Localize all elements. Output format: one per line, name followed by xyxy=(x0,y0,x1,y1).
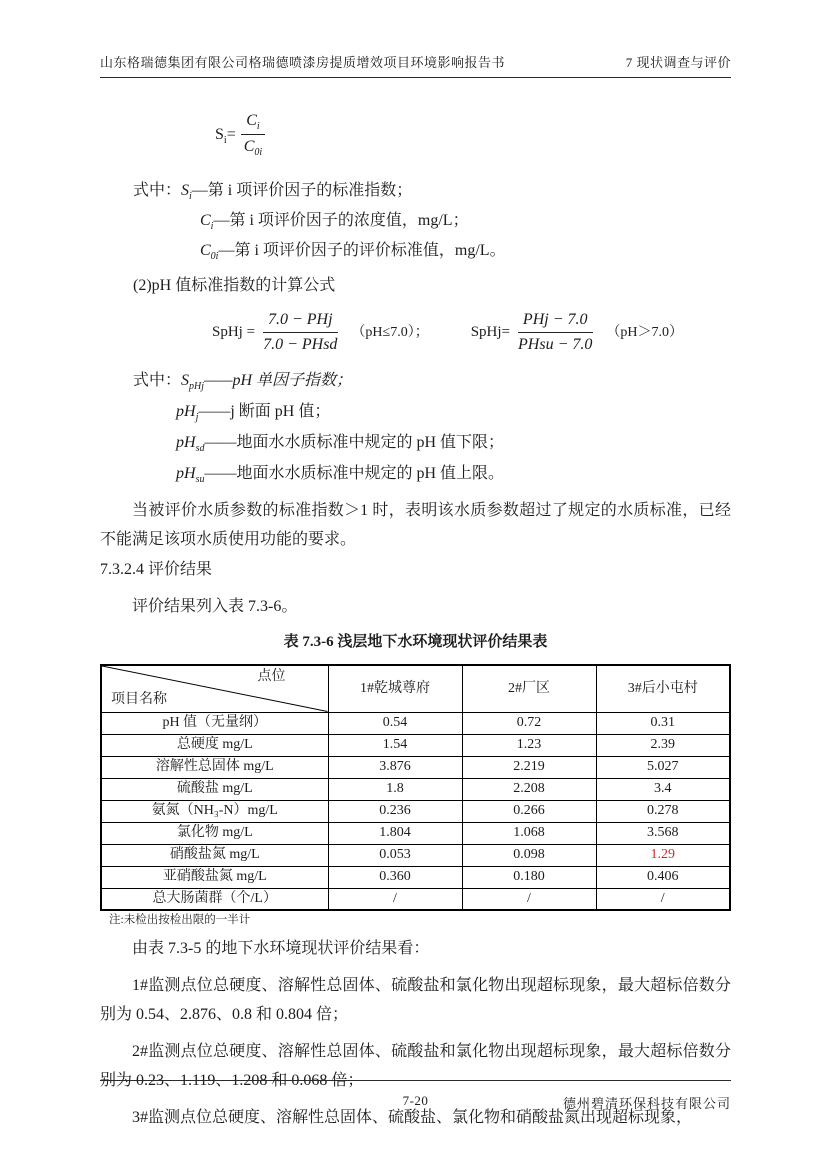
cell-value: 0.54 xyxy=(328,712,462,734)
cell-value: 2.219 xyxy=(462,756,596,778)
cell-value: 2.208 xyxy=(462,778,596,800)
column-header-site2: 2#厂区 xyxy=(462,665,596,712)
corner-label-site: 点位 xyxy=(257,669,286,684)
cell-value: 5.027 xyxy=(596,756,730,778)
formula-ph-def-2: $pH_j——j$ 断面 pH 值； xyxy=(176,403,331,424)
table-row xyxy=(101,822,730,844)
paragraph-analysis-site2: 2#监测点位总硬度、溶解性总固体、硫酸盐和氯化物出现超标现象，最大超标倍数分别为 0.23、1.119、1.208 和 0.068 倍； xyxy=(100,1043,731,1089)
page-content xyxy=(100,80,731,1132)
cell-value: 0.180 xyxy=(462,866,596,888)
row-label: 氨氮（NH₃-N）mg/L xyxy=(101,800,328,822)
cell-value: 0.053 xyxy=(328,844,462,866)
table-corner-cell xyxy=(101,665,328,712)
formula-si xyxy=(215,106,731,162)
table-row xyxy=(101,734,730,756)
cell-value: 0.406 xyxy=(596,866,730,888)
cell-value: 1.8 xyxy=(328,778,462,800)
table-row xyxy=(101,756,730,778)
formula-ph-a-lhs: SpHj = xyxy=(212,323,256,340)
cell-value: / xyxy=(596,888,730,910)
results-table xyxy=(100,664,731,911)
row-label: 总硬度 mg/L xyxy=(101,734,328,756)
formula-si-fraction: $\frac{C_i}{C_{0i}}$ xyxy=(239,110,267,157)
cell-value: 0.266 xyxy=(462,800,596,822)
cell-value: 0.236 xyxy=(328,800,462,822)
formula-ph-a-condition: （pH≤7.0）； xyxy=(351,324,429,340)
page-number: 7-20 xyxy=(402,1093,429,1108)
formula-si-def-2: $C_i—$第 i 项评价因子的浓度值，mg/L； xyxy=(200,212,469,233)
table-row xyxy=(101,800,730,822)
cell-value: / xyxy=(328,888,462,910)
column-header-site1: 1#乾城尊府 xyxy=(328,665,462,712)
cell-value: 0.278 xyxy=(596,800,730,822)
paragraph-analysis-site1: 1#监测点位总硬度、溶解性总固体、硫酸盐和氯化物出现超标现象，最大超标倍数分别为 0.54、2.876、0.8 和 0.804 倍； xyxy=(100,977,731,1023)
cell-value: 1.804 xyxy=(328,822,462,844)
paragraph-standard-exceed: 当被评价水质参数的标准指数＞1 时，表明该水质参数超过了规定的水质标准，已经不能满足该项水质使用功能的要求。 xyxy=(100,502,731,548)
table-row xyxy=(101,778,730,800)
corner-label-item: 项目名称 xyxy=(111,692,167,708)
cell-value: 1.54 xyxy=(328,734,462,756)
header-chapter: 7 现状调查与评价 xyxy=(625,55,731,70)
formula-si-lhs: $S_i=$ xyxy=(215,125,236,146)
formula-ph-def-3: $pH_{sd}——$地面水水质标准中规定的 pH 值下限； xyxy=(176,434,505,455)
paragraph-analysis-intro: 由表 7.3-5 的地下水环境现状评价结果看： xyxy=(132,940,430,957)
cell-value: 3.876 xyxy=(328,756,462,778)
cell-value: 3.568 xyxy=(596,822,730,844)
table-row xyxy=(101,866,730,888)
formula-ph-b-fraction: $\frac{\text{PHj − 7.0}}{\text{PHsu − 7.0}}$ xyxy=(518,310,593,353)
section-heading-7324: 7.3.2.4 评价结果 xyxy=(100,561,213,578)
table-title: 表 7.3-6 浅层地下水环境现状评价结果表 xyxy=(283,634,548,650)
cell-value: 0.72 xyxy=(462,712,596,734)
paragraph-analysis-site3: 3#监测点位总硬度、溶解性总固体、硫酸盐、氯化物和硝酸盐氮出现超标现象， xyxy=(132,1109,693,1126)
formula-ph xyxy=(212,306,731,358)
table-row xyxy=(101,888,730,910)
formula-si-def-1: 式中：$S_i—$第 i 项评价因子的标准指数； xyxy=(133,182,413,203)
cell-value: 0.360 xyxy=(328,866,462,888)
formula-ph-b-lhs: SpHj= xyxy=(470,323,511,340)
row-label: 亚硝酸盐氮 mg/L xyxy=(101,866,328,888)
formula-ph-def-4: $pH_{su}——$地面水水质标准中规定的 pH 值上限。 xyxy=(176,465,505,486)
page-header xyxy=(100,52,731,78)
row-label: 硝酸盐氮 mg/L xyxy=(101,844,328,866)
cell-value: 3.4 xyxy=(596,778,730,800)
table-header-row xyxy=(101,665,730,712)
formula-ph-b-condition: （pH＞7.0） xyxy=(606,324,684,340)
row-label: 溶解性总固体 mg/L xyxy=(101,756,328,778)
cell-value: 0.31 xyxy=(596,712,730,734)
cell-value: 1.068 xyxy=(462,822,596,844)
paragraph-results-intro: 评价结果列入表 7.3-6。 xyxy=(132,598,298,615)
row-label: 总大肠菌群（个/L） xyxy=(101,888,328,910)
cell-value: 2.39 xyxy=(596,734,730,756)
row-label: 硫酸盐 mg/L xyxy=(101,778,328,800)
table-footnote: 注:未检出按检出限的一半计 xyxy=(109,914,251,926)
cell-value: 0.098 xyxy=(462,844,596,866)
page-footer xyxy=(100,1080,731,1109)
row-label: pH 值（无量纲） xyxy=(101,712,328,734)
table-row xyxy=(101,712,730,734)
header-report-title: 山东格瑞德集团有限公司格瑞德喷漆房提质增效项目环境影响报告书 xyxy=(100,55,506,70)
column-header-site3: 3#后小屯村 xyxy=(596,665,730,712)
footer-company: 德州碧清环保科技有限公司 xyxy=(562,1096,731,1111)
formula-si-def-3: $C_{0i}—$第 i 项评价因子的评价标准值，mg/L。 xyxy=(200,242,506,263)
cell-value: 1.23 xyxy=(462,734,596,756)
ph-formula-heading: (2)pH 值标准指数的计算公式 xyxy=(133,277,336,294)
formula-ph-a-fraction: $\frac{\text{7.0 − PHj}}{\text{7.0 − PHsd}}$ xyxy=(263,310,338,353)
table-row xyxy=(101,844,730,866)
cell-value: / xyxy=(462,888,596,910)
cell-value-exceeded: 1.29 xyxy=(596,844,730,866)
formula-ph-def-1: 式中：$S_{pHj}——pH$ 单因子指数； xyxy=(133,372,353,393)
row-label: 氯化物 mg/L xyxy=(101,822,328,844)
